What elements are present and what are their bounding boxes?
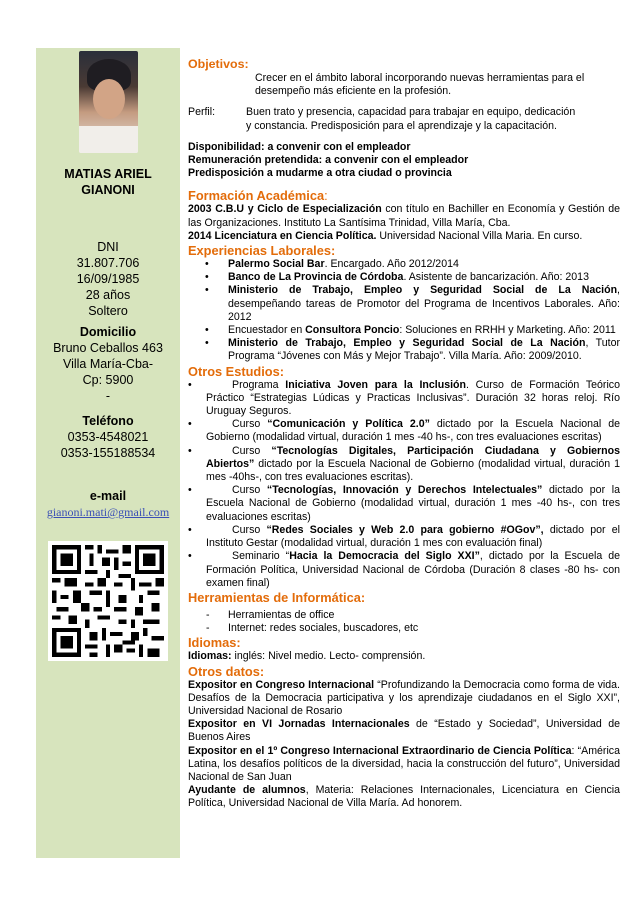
informatica-list (188, 609, 620, 635)
job-prefix: Encuestador en (228, 324, 306, 337)
objetivos-line-2: desempeño más eficiente en la profesión. (255, 85, 452, 98)
address-line-1: Bruno Ceballos 463 (53, 341, 163, 355)
list-item (188, 324, 620, 337)
formacion-item-2-text: Universidad Nacional Villa Maria. En curso. (376, 229, 583, 242)
course-prefix: Curso (232, 484, 267, 497)
list-item (188, 271, 620, 284)
job-title: Ministerio de Trabajo, Empleo y Seguridad Social de La Nación (228, 284, 618, 297)
p4-text: , Materia: Relaciones Internacionales, Licenciatura en Ciencia Política, Universidad Nacional de Villa María. Ad honorem. (188, 784, 620, 810)
objetivos-title: Objetivos: (188, 57, 249, 71)
dni-value: 31.807.706 (76, 256, 140, 270)
birth-date: 16/09/1985 (76, 272, 140, 286)
dni-label: DNI (97, 240, 119, 254)
formacion-item-2 (188, 230, 620, 243)
experiencias-title: Experiencias Laborales: (188, 243, 336, 259)
formacion-title-text: Formación Académica (188, 188, 325, 204)
list-item: - Herramientas de office (188, 609, 620, 622)
phone-1: 0353-4548021 (67, 430, 149, 444)
informatica-title: Herramientas de Informática: (188, 589, 366, 605)
formacion-item-1 (188, 203, 620, 229)
list-item (188, 258, 620, 271)
list-item (188, 337, 620, 363)
phone-2: 0353-155188534 (60, 446, 156, 460)
course-detail: , dictado por la Escuela de Formación Política, Universidad Nacional de Córdoba (Duración 8 clases -80 hs- con examen final) (206, 550, 620, 589)
formacion-item-1-bold: 2003 C.B.U y Ciclo de Especialización (188, 203, 382, 216)
course-title: “Redes Sociales y Web 2.0 para gobierno #OGov”, (266, 523, 544, 536)
course-detail: dictado por la Escuela Nacional de Gobierno (modalidad virtual, duración 1 mes -40hs-, con tres evaluaciones escritas). (206, 457, 620, 484)
idiomas-label: Idiomas: (188, 650, 232, 663)
email-label: e-mail (89, 489, 127, 503)
phone-block (36, 413, 180, 461)
otros-datos-p4 (188, 784, 620, 810)
p2-text: de “Estado y Sociedad”, Universidad de Buenos Aires (188, 718, 620, 744)
list-item (188, 524, 620, 550)
course-detail: dictado por la Escuela Nacional de Gobierno (modalidad virtual, duración 1 mes -40 hs-, con tres evaluaciones escritas) (206, 484, 620, 523)
phone-label: Teléfono (82, 414, 134, 428)
qr-code (48, 541, 168, 661)
predisposicion: Predisposición a mudarme a otra ciudad o provincia (188, 167, 452, 180)
course-title: “Comunicación y Política 2.0” (267, 418, 430, 431)
main-content (188, 57, 620, 811)
list-item (188, 284, 620, 324)
perfil-label: Perfil: (188, 106, 216, 119)
list-item (188, 445, 620, 485)
job-detail: , desempeñando tareas de Promotor del Programa de Incentivos Laborales. Año: 2012 (228, 284, 620, 323)
otros-datos-title: Otros datos: (188, 663, 265, 679)
job-title: Consultora Poncio (305, 324, 400, 337)
name-line-1: MATIAS ARIEL (64, 167, 152, 181)
formacion-title-colon: : (324, 188, 328, 204)
course-prefix: Curso (232, 523, 267, 536)
experiencias-list (188, 258, 620, 364)
list-item (188, 550, 620, 590)
course-prefix: Seminario “ (232, 550, 290, 563)
course-title: “Tecnologías Digitales, Participación Ciudadana y Gobiernos Abiertos” (206, 444, 620, 470)
p1-bold: Expositor en Congreso Internacional (188, 678, 375, 691)
course-title: Hacia la Democracia del Siglo XXI” (289, 550, 480, 563)
perfil-line-1: Buen trato y presencia, capacidad para trabajar en equipo, dedicación (246, 106, 576, 119)
course-title: “Tecnologías, Innovación y Derechos Intelectuales” (266, 484, 543, 497)
otros-datos-p1 (188, 679, 620, 719)
course-detail: dictado por la Escuela Nacional de Gobierno (modalidad virtual, duración 1 mes -40 hs-, con tres evaluaciones escritas) (206, 418, 620, 444)
domicilio-label: Domicilio (79, 325, 137, 339)
job-detail: , Tutor Programa “Jóvenes con Más y Mejor Trabajo”. Villa María. Año: 2009/2010. (228, 337, 620, 363)
otros-estudios-title: Otros Estudios: (188, 363, 284, 379)
email-block (36, 488, 180, 520)
course-detail: dictado por el Instituto Gestar (modalidad virtual, duración 1 mes con evaluación final) (206, 523, 620, 550)
profile-photo (79, 51, 138, 153)
job-title: Ministerio de Trabajo, Empleo y Seguridad Social de La Nación (228, 337, 586, 350)
list-item (188, 484, 620, 524)
p4-bold: Ayudante de alumnos (188, 784, 306, 797)
disponibilidad: Disponibilidad: a convenir con el empleador (188, 140, 411, 153)
email-link[interactable]: gianoni.mati@gmail.com (46, 505, 170, 519)
list-item: - Internet: redes sociales, buscadores, etc (188, 622, 620, 635)
address-block (36, 324, 180, 404)
idiomas-text (188, 650, 620, 663)
age: 28 años (85, 288, 131, 302)
sidebar (36, 48, 180, 858)
address-line-3: Cp: 5900 (82, 373, 134, 387)
address-line-2: Villa María-Cba- (62, 357, 154, 371)
job-detail: : Soluciones en RRHH y Marketing. Año: 2011 (399, 324, 616, 337)
otros-estudios-list (188, 379, 620, 590)
address-line-4: - (105, 389, 111, 403)
marital-status: Soltero (88, 304, 128, 318)
objetivos-line-1: Crecer en el ámbito laboral incorporando nuevas herramientas para el (255, 72, 585, 84)
otros-datos-p2 (188, 718, 620, 744)
p3-bold: Expositor en el 1º Congreso Internacional Extraordinario de Ciencia Política (188, 744, 572, 757)
formacion-item-2-bold: 2014 Licenciatura en Ciencia Política. (188, 229, 377, 242)
idiomas-title: Idiomas: (188, 635, 241, 651)
job-title: Palermo Social Bar (228, 258, 325, 271)
course-prefix: Curso (232, 418, 268, 431)
p1-text: “Profundizando la Democracia como forma de vida. Desafíos de la Democracia participativa y los aprendizaje ciudadanos en el Siglo XXI”, Universidad Nacional de Rosario (188, 678, 620, 717)
remuneracion: Remuneración pretendida: a convenir con el empleador (188, 154, 469, 167)
course-title: Iniciativa Joven para la Inclusión (285, 378, 466, 391)
list-item (188, 379, 620, 419)
otros-datos-p3 (188, 745, 620, 785)
p2-bold: Expositor en VI Jornadas Internacionales (188, 718, 410, 731)
course-detail: . Curso de Formación Teórico Práctico “Estrategias Lúdicas y Practicas Inclusivas”. Duración 32 horas reloj. Río Uruguay Seguros. (206, 378, 620, 418)
course-prefix: Curso (232, 444, 272, 457)
job-title: Banco de La Provincia de Córdoba (228, 271, 404, 284)
list-item (188, 418, 620, 444)
personal-data (36, 239, 180, 319)
course-prefix: Programa (232, 378, 286, 391)
job-detail: . Encargado. Año 2012/2014 (324, 258, 459, 271)
job-detail: . Asistente de bancarización. Año: 2013 (403, 271, 589, 284)
formacion-item-1-text: con título en Bachiller en Economía y Gestión de las Organizaciones. Instituto La Santísima Trinidad, Villa María, Cba. (188, 203, 620, 229)
formacion-title (188, 188, 620, 203)
perfil-row (188, 106, 620, 132)
idiomas-value: inglés: Nivel medio. Lecto- comprensión. (231, 650, 426, 663)
p3-text: : “América Latina, los desafíos políticos de la diversidad, hacia la construcción del futuro”, Universidad Nacional de San Juan (188, 744, 620, 783)
name-line-2: GIANONI (81, 183, 135, 197)
perfil-line-2: y constancia. Predisposición para el aprendizaje y la capacitación. (246, 119, 557, 132)
candidate-name (36, 166, 180, 198)
